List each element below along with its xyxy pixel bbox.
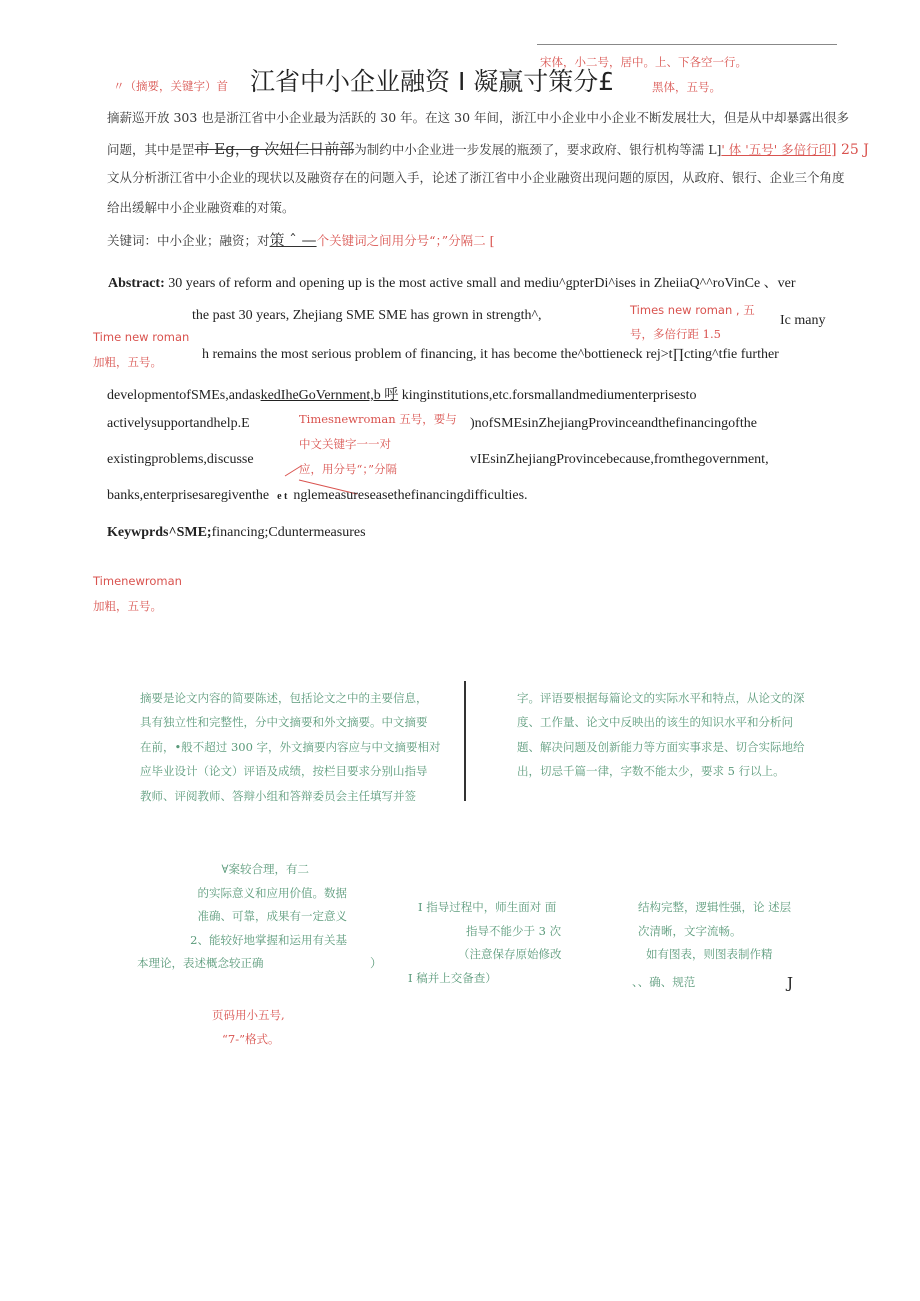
en-abstract-line-5a: activelysupportandhelp.E: [107, 416, 250, 431]
en-abstract-line-3: h remains the most serious problem of financing, it has become the^bottieneck rej>t∏cting^tfie further: [202, 347, 779, 362]
times-note-mid-3: 应，用分号“；”分隔: [299, 462, 398, 476]
review-right-line: 度、工作量、论文中反映出的该生的知识水平和分析问: [517, 715, 793, 730]
time-note-left-2: 加粗，五号。: [93, 355, 162, 369]
en-abstract-line-4: [107, 384, 696, 404]
en-abstract-line-1: [108, 272, 796, 292]
en-abstract-line-7b: nglemeasureseasethefinancingdifficulties.: [293, 488, 528, 503]
time-note-left-1: Time new roman: [93, 330, 190, 344]
en-abstract-line-2-end: Ic many: [780, 313, 826, 328]
en-keywords: [107, 525, 366, 541]
cn-keywords-struck: 策 ˆ —: [269, 231, 317, 249]
cn-abstract-line-2: [107, 138, 869, 159]
review-left-line: 具有独立性和完整性，分中文摘要和外文摘要。中文摘要: [140, 715, 428, 730]
top-rule: [537, 44, 837, 45]
cn-abstract-line-2a: 问题，其中是罡: [107, 142, 195, 157]
times-note-mid-2: 中文关键字一一对: [299, 437, 391, 451]
criteria-col-3-line: 次清晰，文字流畅。: [638, 923, 742, 938]
cn-abstract-line-4: 给出缓解中小企业融资难的对策。: [107, 200, 295, 215]
cn-keywords-note: 个关键词之间用分号“；”分隔二 [: [316, 233, 495, 248]
review-right-line: 题、解决问题及创新能力等方面实事求是、切合实际地给: [517, 739, 805, 754]
en-abstract-line-1-text: 30 years of reform and opening up is the most active small and mediu^gpterDi^ises in ZheiiaQ^^roVinCe 、ver: [164, 276, 796, 291]
criteria-col-1-line: 的实际意义和应用价值。数据: [197, 885, 347, 900]
page-number-note-2: “7-”格式。: [222, 1032, 280, 1046]
review-left-line: 摘要是论文内容的简要陈述，包括论文之中的主要信息，: [140, 691, 428, 705]
criteria-col-1-paren: ）: [370, 956, 383, 970]
review-left-block: [140, 686, 441, 808]
cn-keywords: [107, 229, 494, 250]
page-title: 江省中小企业融资 I 凝赢寸策分£: [250, 67, 615, 96]
criteria-col-3-mark: J: [787, 974, 794, 992]
review-left-line: 在前，•般不超过 300 字，外文摘要内容应与中文摘要相对: [140, 739, 441, 754]
en-keywords-label: Keywprds^SME;: [107, 525, 212, 540]
times-note-right-1: Times new roman , 五: [630, 303, 755, 317]
criteria-col-3-line: 结构完整，逻辑性强，论 述层: [638, 900, 792, 914]
cn-abstract-format-note: ' 体 '五号' 多倍行印: [721, 142, 832, 157]
times-note-mid-1: Timesnewroman 五号，要与: [299, 412, 457, 426]
page-number-note-1: 页码用小五号,: [212, 1008, 285, 1022]
review-right-line: 字。评语要根据每篇论文的实际水平和特点，从论文的深: [517, 691, 805, 705]
criteria-col-3: [632, 896, 794, 994]
criteria-col-3-line: 、、确、规范: [632, 974, 696, 989]
cn-abstract-line-1: 摘薪巡开放 303 也是浙江省中小企业最为活跃的 30 年。在这 30 年间，浙江中小企业中小企业不断发展壮大，但是从中却暴露出很多: [107, 110, 850, 125]
review-right-line: 出，切忌千篇一律，字数不能太少，要求 5 行以上。: [517, 764, 785, 779]
en-abstract-line-7: [107, 488, 528, 504]
cn-abstract-line-2d: ] 25 J: [831, 142, 869, 158]
en-abstract-line-2: the past 30 years, Zhejiang SME SME has grown in strength^,: [192, 308, 542, 323]
review-right-block: [517, 686, 805, 784]
criteria-col-1: [137, 858, 347, 976]
top-format-note: 宋体，小二号，居中。上、下各空一行。: [540, 55, 747, 69]
en-keywords-rest: financing;Cduntermeasures: [211, 525, 366, 540]
timene-note-2: 加粗，五号。: [93, 599, 162, 613]
cn-abstract-struck: 市 Eg，g 次妞仁日前部: [194, 140, 355, 158]
review-divider: [464, 681, 466, 801]
en-abstract-line-5b: )nofSMEsinZhejiangProvinceandthefinancingofthe: [470, 416, 757, 431]
en-abstract-label: Abstract:: [108, 276, 165, 291]
criteria-col-1-line: 准确、可靠，成果有一定意义: [197, 909, 347, 923]
review-left-line: 应毕业设计（论文）评语及成绩，按栏目要求分别山指导: [140, 764, 428, 779]
en-abstract-line-7-mid: e t: [277, 491, 288, 502]
criteria-col-2: [408, 896, 562, 990]
en-abstract-line-6b: vIEsinZhejiangProvincebecause,fromthegovernment,: [470, 452, 769, 467]
criteria-col-3-line: 如有图表，则图表制作精: [646, 947, 773, 961]
criteria-col-2-line: （注意保存原始修改: [458, 947, 562, 961]
en-abstract-line-4a: developmentofSMEs,andas: [107, 388, 261, 403]
criteria-col-2-line: I 稿并上交备查）: [408, 970, 497, 985]
title-format-note: 黑体，五号。: [652, 80, 721, 94]
en-abstract-line-7a: banks,enterprisesaregiventhe: [107, 488, 270, 503]
en-abstract-line-6a: existingproblems,discusse: [107, 452, 254, 467]
times-note-right-2: 号，多倍行距 1.5: [630, 327, 721, 341]
criteria-col-1-line: 2、能较好地掌握和运用有关基: [190, 932, 347, 947]
criteria-col-2-line: I 指导过程中，师生面对 面: [418, 900, 557, 914]
cn-abstract-line-3: 文从分析浙江省中小企业的现状以及融资存在的问题入手，论述了浙江省中小企业融资出现问题的原因，从政府、银行、企业三个角度: [107, 170, 845, 185]
criteria-col-1-line: ∀案较合理，有二: [221, 862, 309, 876]
review-left-line: 教师、评阅教师、答辩小组和答辩委员会主任填写并签: [140, 788, 416, 803]
en-abstract-line-4c: kinginstitutions,etc.forsmallandmediumenterprisesto: [398, 388, 697, 403]
heading-side-note: 〃（摘要，关键字）首: [113, 79, 228, 93]
timene-note-1: Timenewroman: [93, 574, 182, 588]
cn-keywords-label: 关键词：中小企业；融资；对: [107, 233, 270, 248]
criteria-col-2-line: 指导不能少于 3 次: [466, 923, 562, 938]
criteria-col-1-line: 本理论，表述概念较正确: [137, 956, 264, 970]
cn-abstract-line-2c: 为制约中小企业进一步发展的瓶颈了，要求政府、银行机构等濡 L]: [354, 142, 722, 157]
en-abstract-line-4b: kedIheGoVernment,b 呼: [260, 388, 399, 403]
